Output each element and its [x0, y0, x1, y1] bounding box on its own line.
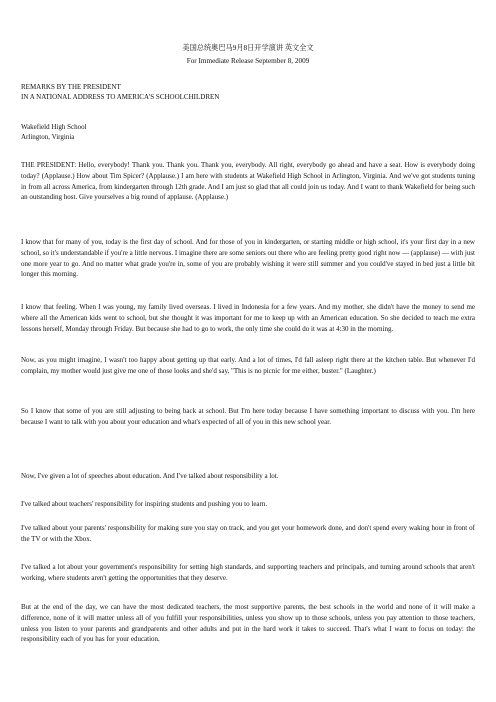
- paragraph-text: But at the end of the day, we can have the most dedicated teachers, the most supportive parents, the best schools in the world and none of it will make a difference, none of it will matter unless all of you fulfill your responsibilities, unless you show up to those schools, unless you pay attention to those teachers, unless you listen to your parents and grandparents and other adults and put in the hard work it takes to succeed. That's what I want to focus on today: the responsibility each of you has for your education.: [21, 603, 475, 644]
- release-line: For Immediate Release September 8, 2009: [186, 57, 310, 65]
- paragraph-text: I've talked a lot about your government's responsibility for setting high standards, and supporting teachers and principals, and turning around schools that aren't working, where students aren't getting the opportunities that they deserve.: [21, 563, 475, 582]
- paragraph-text: So I know that some of you are still adjusting to being back at school. But I'm here today because I have something important to discuss with you. I'm here because I want to talk with you about your education and what's expected of all of you in this new school year.: [21, 407, 475, 426]
- speech-paragraph: [21, 602, 475, 645]
- speech-paragraph: [21, 523, 475, 545]
- heading-line-2: IN A NATIONAL ADDRESS TO AMERICA'S SCHOOLCHILDREN: [21, 93, 220, 101]
- speech-paragraph: [21, 562, 475, 584]
- speech-paragraph: [21, 302, 475, 334]
- speech-paragraph: [21, 406, 475, 428]
- paragraph-text: I've talked about your parents' responsibility for making sure you stay on track, and you get your homework done, and don't spend every waking hour in front of the TV or with the Xbox.: [21, 524, 475, 543]
- heading-line-1: REMARKS BY THE PRESIDENT: [21, 83, 121, 91]
- paragraph-text: I know that feeling. When I was young, my family lived overseas. I lived in Indonesia for a few years. And my mother, she didn't have the money to send me where all the American kids went to school, but she thought it was important for me to keep up with an American education. So she decided to teach me extra lessons herself, Monday through Friday. But because she had to go to work, the only time she could do it was at 4:30 in the morning.: [21, 303, 475, 333]
- document-title: 美国总统奥巴马9月8日开学演讲 英文全文: [182, 44, 314, 52]
- location-block: [21, 122, 475, 142]
- location-city: Arlington, Virginia: [21, 133, 75, 141]
- speech-paragraph: [21, 499, 475, 510]
- paragraph-text: I know that for many of you, today is the first day of school. And for those of you in kindergarten, or starting middle or high school, it's your first day in a new school, so it's understandable if you're a little nervous. I imagine there are some seniors out there who are feeling pretty good right now — (applause) — with just one more year to go. And no matter what grade you're in, some of you are probably wishing it were still summer and you could've stayed in bed just a little bit longer this morning.: [21, 238, 475, 279]
- remarks-heading: [21, 82, 475, 102]
- speech-paragraph: [21, 160, 475, 203]
- speech-paragraph: [21, 471, 475, 482]
- paragraph-text: Now, as you might imagine, I wasn't too happy about getting up that early. And a lot of times, I'd fall asleep right there at the kitchen table. But whenever I'd complain, my mother would just give me one of those looks and she'd say, "This is no picnic for me either, buster." (Laughter.): [21, 356, 475, 375]
- speech-paragraph: [21, 237, 475, 280]
- paragraph-text: Now, I've given a lot of speeches about education. And I've talked about responsibility a lot.: [21, 472, 279, 480]
- location-school: Wakefield High School: [21, 123, 87, 131]
- paragraph-text: I've talked about teachers' responsibility for inspiring students and pushing you to learn.: [21, 500, 268, 508]
- speech-paragraph: [21, 355, 475, 377]
- paragraph-text: THE PRESIDENT: Hello, everybody! Thank you. Thank you. Thank you, everybody. All right, everybody go ahead and have a seat. How is everybody doing today? (Applause.) How about Tim Spicer? (Applause.) I am here with students at Wakefield High School in Arlington, Virginia. And we've got students tuning in from all across America, from kindergarten through 12th grade. And I am just so glad that all could join us today. And I want to thank Wakefield for being such an outstanding host. Give yourselves a big round of applause. (Applause.): [21, 161, 475, 202]
